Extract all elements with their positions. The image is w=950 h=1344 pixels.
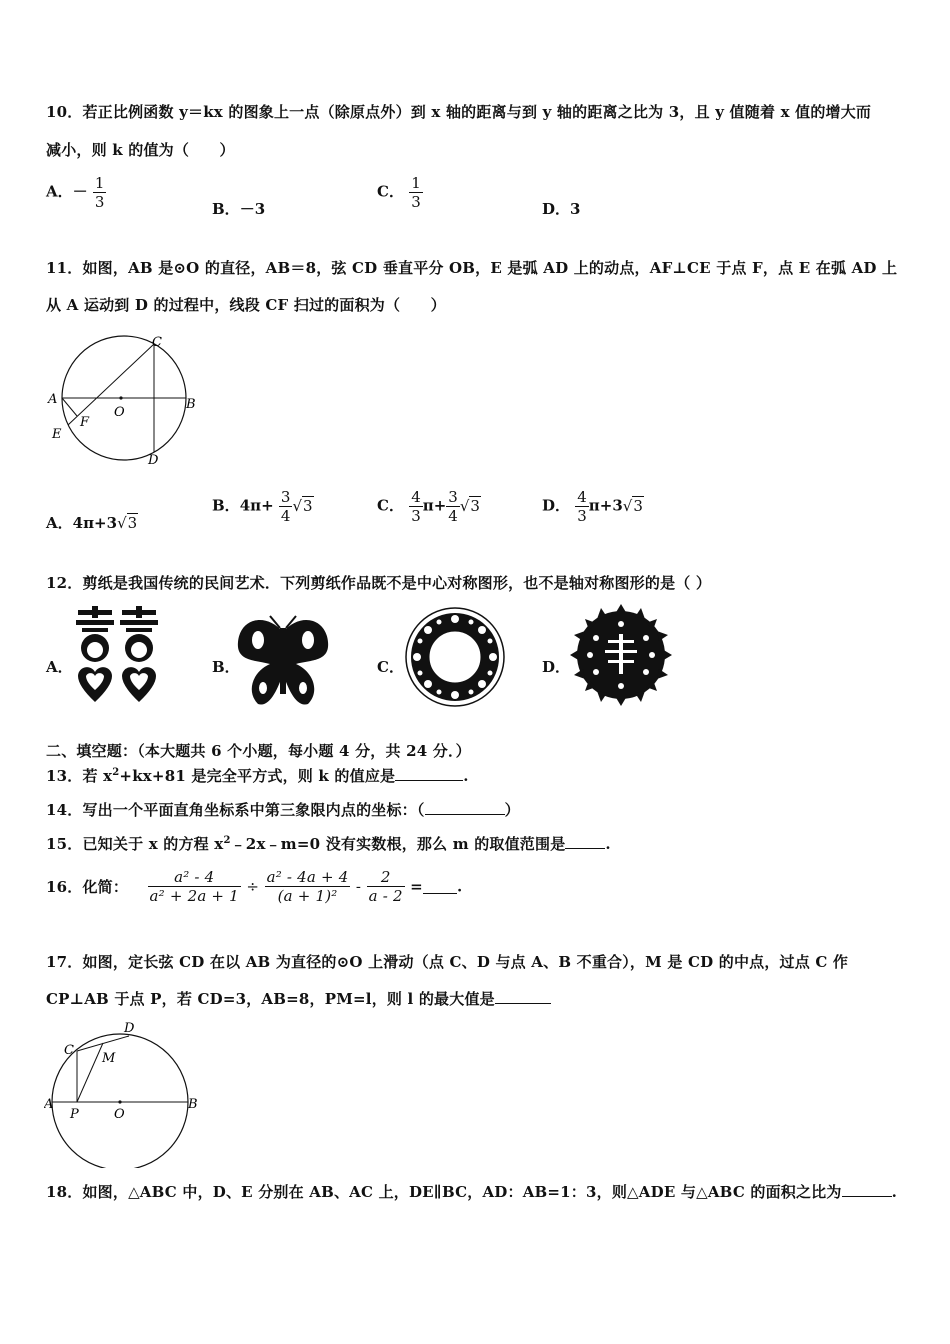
answer-blank[interactable]: [495, 989, 551, 1004]
q10-option-d[interactable]: D．3: [542, 200, 581, 218]
answer-blank[interactable]: [423, 879, 457, 894]
q17-line2: CP⊥AB 于点 P，若 CD=3，AB=8，PM=l，则 l 的最大值是: [46, 988, 551, 1009]
label-a: A: [48, 392, 58, 407]
center-dot: [119, 396, 122, 399]
segment-ce: [68, 344, 154, 425]
double-happiness-papercut-image[interactable]: [72, 606, 162, 706]
fraction: $\frac{4}{3}$: [411, 488, 421, 525]
section-2-heading: 二、填空题：（本大题共 6 个小题，每小题 4 分，共 24 分．）: [46, 742, 471, 760]
q10-line2: 减小，则 k 的值为（ ）: [46, 141, 235, 159]
q12-option-c-label[interactable]: C．: [377, 658, 404, 676]
label-o: O: [114, 1107, 125, 1122]
fraction: $\frac{1}{3}$: [411, 174, 421, 211]
faces: [86, 642, 148, 690]
butterfly-shape: [238, 616, 328, 705]
q13: 13．若 $x^2+kx+81$ 是完全平方式，则 k 的值应是 .: [46, 767, 469, 785]
q11-option-a[interactable]: A．4π+3√3: [46, 514, 138, 532]
fraction: $\frac{3}{4}$: [448, 488, 458, 525]
q12-option-a-label[interactable]: A．: [46, 658, 73, 676]
butterfly-papercut-image[interactable]: [236, 612, 330, 708]
label-p: P: [70, 1107, 79, 1122]
q10-option-c[interactable]: C． $\frac{1}{3}$: [377, 174, 421, 211]
fraction: $\frac{4}{3}$: [577, 488, 587, 525]
answer-blank[interactable]: [425, 800, 505, 815]
label-b: B: [188, 1097, 198, 1112]
q12-option-b-label[interactable]: B．: [212, 658, 240, 676]
segment-pm: [77, 1043, 103, 1102]
fraction-1: $\frac{\text{a² - 4}}{\text{a² + 2a + 1}}$: [149, 868, 239, 905]
fraction-2: $\frac{\text{a² - 4a + 4}}{\text{(a + 1)²}}$: [266, 868, 349, 905]
answer-blank[interactable]: [395, 766, 463, 781]
q14: 14．写出一个平面直角坐标系中第三象限内点的坐标：（ ）: [46, 801, 520, 819]
label-a: A: [44, 1097, 54, 1112]
label-d: D: [124, 1021, 135, 1036]
q11-line2: 从 A 运动到 D 的过程中，线段 CF 扫过的面积为（ ）: [46, 296, 446, 314]
q11-option-c[interactable]: C． $\frac{4}{3}$ π+ $\frac{3}{4}$ √3: [377, 488, 480, 525]
sqrt: √3: [292, 496, 313, 515]
q10-line1: 10．若正比例函数 y＝kx 的图象上一点（除原点外）到 x 轴的距离与到 y 轴的距离之比为 3，且 y 值随着 x 值的增大而: [46, 103, 872, 121]
fraction-3: $\frac{2}{a - 2}$: [368, 868, 403, 905]
label-b: B: [186, 397, 196, 412]
q17-line1: 17．如图，定长弦 CD 在以 AB 为直径的⊙O 上滑动（点 C、D 与点 A、B 不重合），M 是 CD 的中点，过点 C 作: [46, 953, 849, 971]
label-c: C: [152, 335, 162, 350]
label-f: F: [80, 415, 90, 430]
label-e: E: [52, 427, 62, 442]
ring-papercut-image[interactable]: [404, 606, 506, 708]
sqrt: √3: [117, 514, 138, 532]
fraction: $\frac{3}{4}$: [280, 488, 291, 525]
q11-option-d[interactable]: D． $\frac{4}{3}$ π+3√3: [542, 488, 643, 525]
q11-line1: 11．如图，AB 是⊙O 的直径，AB＝8，弦 CD 垂直平分 OB，E 是弧 AD 上的动点，AF⊥CE 于点 F，点 E 在弧 AD 上: [46, 259, 898, 277]
gear-papercut-image[interactable]: [570, 604, 672, 706]
q15: 15．已知关于 x 的方程 $x^2﹣2x﹣m=0$ 没有实数根，那么 m 的取值范围是 .: [46, 835, 611, 853]
q12-option-d-label[interactable]: D．: [542, 658, 571, 676]
fraction: $\frac{1}{3}$: [94, 174, 105, 211]
answer-blank[interactable]: [565, 834, 605, 849]
answer-blank[interactable]: [842, 1182, 892, 1197]
label-m: M: [102, 1051, 116, 1066]
q18: 18．如图，△ABC 中，D、E 分别在 AB、AC 上，DE∥BC，AD：AB=1：3，则△ADE 与△ABC 的面积之比为 .: [46, 1183, 898, 1201]
q16: 16．化简： $\frac{\text{a² - 4}}{\text{a² + 2a + 1}}$ ÷ $\frac{\text{a² - 4a + 4}}{\text{(a + 1)²}}$ - $\frac{2}{a - 2}$ = .: [46, 868, 463, 905]
q11-circle-figure: [44, 330, 204, 470]
label-d: D: [148, 453, 159, 468]
sqrt: √3: [622, 496, 643, 515]
q10-option-b[interactable]: B．－3: [212, 200, 266, 218]
q12-line: 12．剪纸是我国传统的民间艺术．下列剪纸作品既不是中心对称图形，也不是轴对称图形的是（ ）: [46, 574, 712, 592]
label-o: O: [114, 405, 125, 420]
sqrt: √3: [459, 496, 480, 515]
label-c: C: [64, 1043, 74, 1058]
q17-circle-figure: [44, 1018, 204, 1168]
center-dot: [118, 1100, 121, 1103]
q10-option-a[interactable]: A．－ $\frac{1}{3}$: [46, 174, 105, 211]
q11-option-b[interactable]: B．4π+ $\frac{3}{4}$ √3: [212, 488, 313, 525]
